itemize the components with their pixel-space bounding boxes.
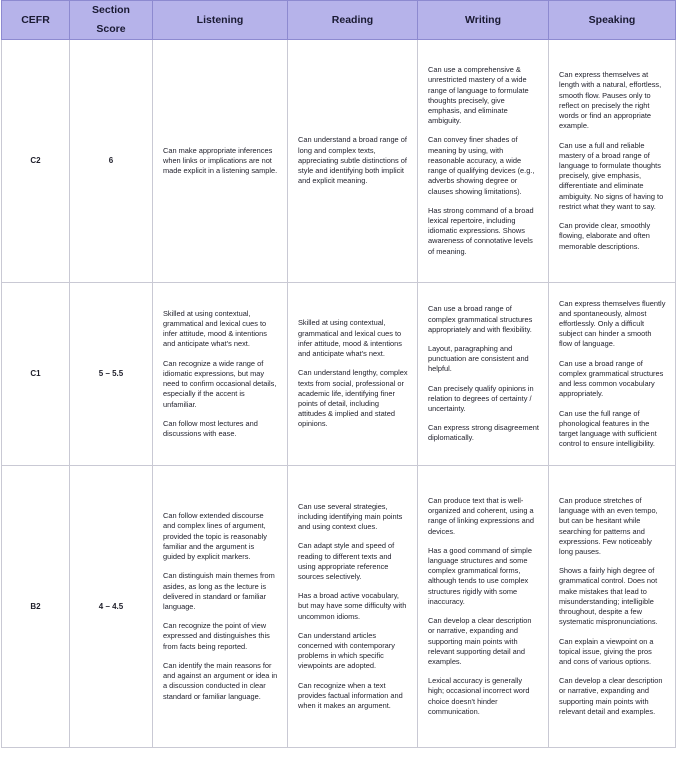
descriptor: Can identify the main reasons for and against an argument or idea in a discussion conducted in clear standard or familiar language. [163,660,278,701]
listening-cell [153,40,288,283]
descriptor: Can provide clear, smoothly flowing, elaborate and often memorable descriptions. [559,221,651,251]
descriptor: Can precisely qualify opinions in relation to degrees of certainty / uncertainty. [428,383,534,414]
speaking-cell [549,40,676,283]
header-listening: Listening [153,1,288,40]
descriptor: Can follow extended discourse and complex lines of argument, provided the topic is reasonably familiar and the argument is guided by explicit markers. [163,511,267,562]
descriptor: Has a broad active vocabulary, but may have some difficulty with uncommon idioms. [298,591,407,621]
descriptor: Layout, paragraphing and punctuation are consistent and helpful. [428,343,529,374]
header-score-line1: Section [92,4,130,17]
descriptor: Can express strong disagreement diplomatically. [428,423,539,443]
descriptor: Can use a comprehensive & unrestricted mastery of a wide range of language to formulate thoughts precisely, give emphasis, and eliminate ambiguity. [428,65,529,126]
descriptor: Skilled at using contextual, grammatical and lexical cues to infer attitude, mood & intentions and anticipate what's next. [163,308,267,349]
descriptor: Can convey finer shades of meaning by using, with reasonable accuracy, a wide range of qualifying devices (e.g., adverbs showing degree or clauses showing limitations). [428,135,535,196]
descriptor: Can recognize the point of view expressed and distinguishes this from facts being reported. [163,621,270,651]
descriptor: Can express themselves fluently and spontaneously, almost effortlessly. Only a difficult subject can hinder a smooth flow of language. [559,298,666,349]
descriptor: Lexical accuracy is generally high; occasional incorrect word choice doesn't hinder communication. [428,676,530,716]
descriptor: Can use several strategies, including identifying main points and using context clues. [298,501,403,532]
descriptor: Can develop a clear description or narrative, expanding and supporting main points with relevant detail and examples. [559,676,663,716]
descriptor: Can understand lengthy, complex texts from social, professional or academic life, identifying finer points of detail, including attitudes & implied and stated opinions. [298,368,408,429]
section-score: 5 – 5.5 [70,283,153,466]
descriptor: Can follow most lectures and discussions with ease. [163,418,258,438]
table-row-b2 [2,466,676,748]
descriptor: Has strong command of a broad lexical repertoire, including idiomatic expressions. Shows awareness of connotative levels of meaning. [428,205,534,256]
header-speaking: Speaking [549,1,676,40]
speaking-cell [549,466,676,748]
header-reading: Reading [288,1,418,40]
cefr-level: B2 [2,466,70,748]
listening-cell [153,283,288,466]
reading-cell [288,466,418,748]
descriptor: Can use a broad range of complex grammatical structures appropriately and with flexibility. [428,304,533,334]
section-score: 6 [70,40,153,283]
cefr-score-table [1,0,676,748]
descriptor: Can explain a viewpoint on a topical issue, giving the pros and cons of various options. [559,636,654,666]
descriptor: Can understand articles concerned with contemporary problems in which specific viewpoints are adopted. [298,630,395,671]
descriptor: Can adapt style and speed of reading to different texts and using appropriate reference sources selectively. [298,541,395,581]
writing-cell [418,283,549,466]
descriptor: Can distinguish main themes from asides, as long as the lecture is delivered in standard or familiar language. [163,571,275,611]
header-writing: Writing [418,1,549,40]
speaking-cell [549,283,676,466]
table-row-c2 [2,40,676,283]
writing-cell [418,40,549,283]
header-section-score [70,1,153,40]
descriptor: Can use a full and reliable mastery of a broad range of language to formulate thoughts precisely, give emphasis, differentiate and eliminate ambiguity. No signs of having to restrict what they want to say. [559,140,664,211]
descriptor: Can produce stretches of language with an even tempo, but can be hesitant while searching for patterns and expressions. Few noticeably long pauses. [559,495,658,557]
header-score-line2: Score [96,23,126,35]
descriptor: Shows a fairly high degree of grammatical control. Does not make mistakes that lead to misunderstanding; intelligible throughout, despite a few systematic mispronunciations. [559,566,658,627]
cefr-level: C2 [2,40,70,283]
reading-cell [288,283,418,466]
reading-cell [288,40,418,283]
descriptor: Can use a broad range of complex grammatical structures and less common vocabulary appropriately. [559,358,664,399]
descriptor: Can make appropriate inferences when links or implications are not made explicit in a listening sample. [163,145,278,176]
writing-cell [418,466,549,748]
descriptor: Can develop a clear description or narrative, expanding and supporting main points with relevant supporting detail and examples. [428,616,532,666]
descriptor: Can recognize when a text provides factual information and when it makes an argument. [298,680,403,711]
descriptor: Can express themselves at length with a natural, effortless, smooth flow. Pauses only to reflect on precisely the right words or find an appropriate example. [559,70,662,131]
cefr-level: C1 [2,283,70,466]
descriptor: Has a good command of simple language structures and some complex grammatical forms, although tends to use complex structures rigidly with some inaccuracy. [428,545,532,606]
header-cefr: CEFR [2,1,70,40]
table-header-row [2,1,676,40]
descriptor: Skilled at using contextual, grammatical and lexical cues to infer attitude, mood & intentions and anticipate what's next. [298,318,402,359]
descriptor: Can recognize a wide range of idiomatic expressions, but may need to confirm occasional details, especially if the accent is unfamiliar. [163,358,277,409]
section-score: 4 – 4.5 [70,466,153,748]
listening-cell [153,466,288,748]
descriptor: Can understand a broad range of long and complex texts, appreciating subtle distinctions of style and identifying both implicit and explicit meaning. [298,135,407,186]
descriptor: Can use the full range of phonological features in the target language with sufficient control to ensure intelligibility. [559,408,657,449]
descriptor: Can produce text that is well-organized and coherent, using a range of linking expressions and devices. [428,495,534,536]
table-row-c1 [2,283,676,466]
